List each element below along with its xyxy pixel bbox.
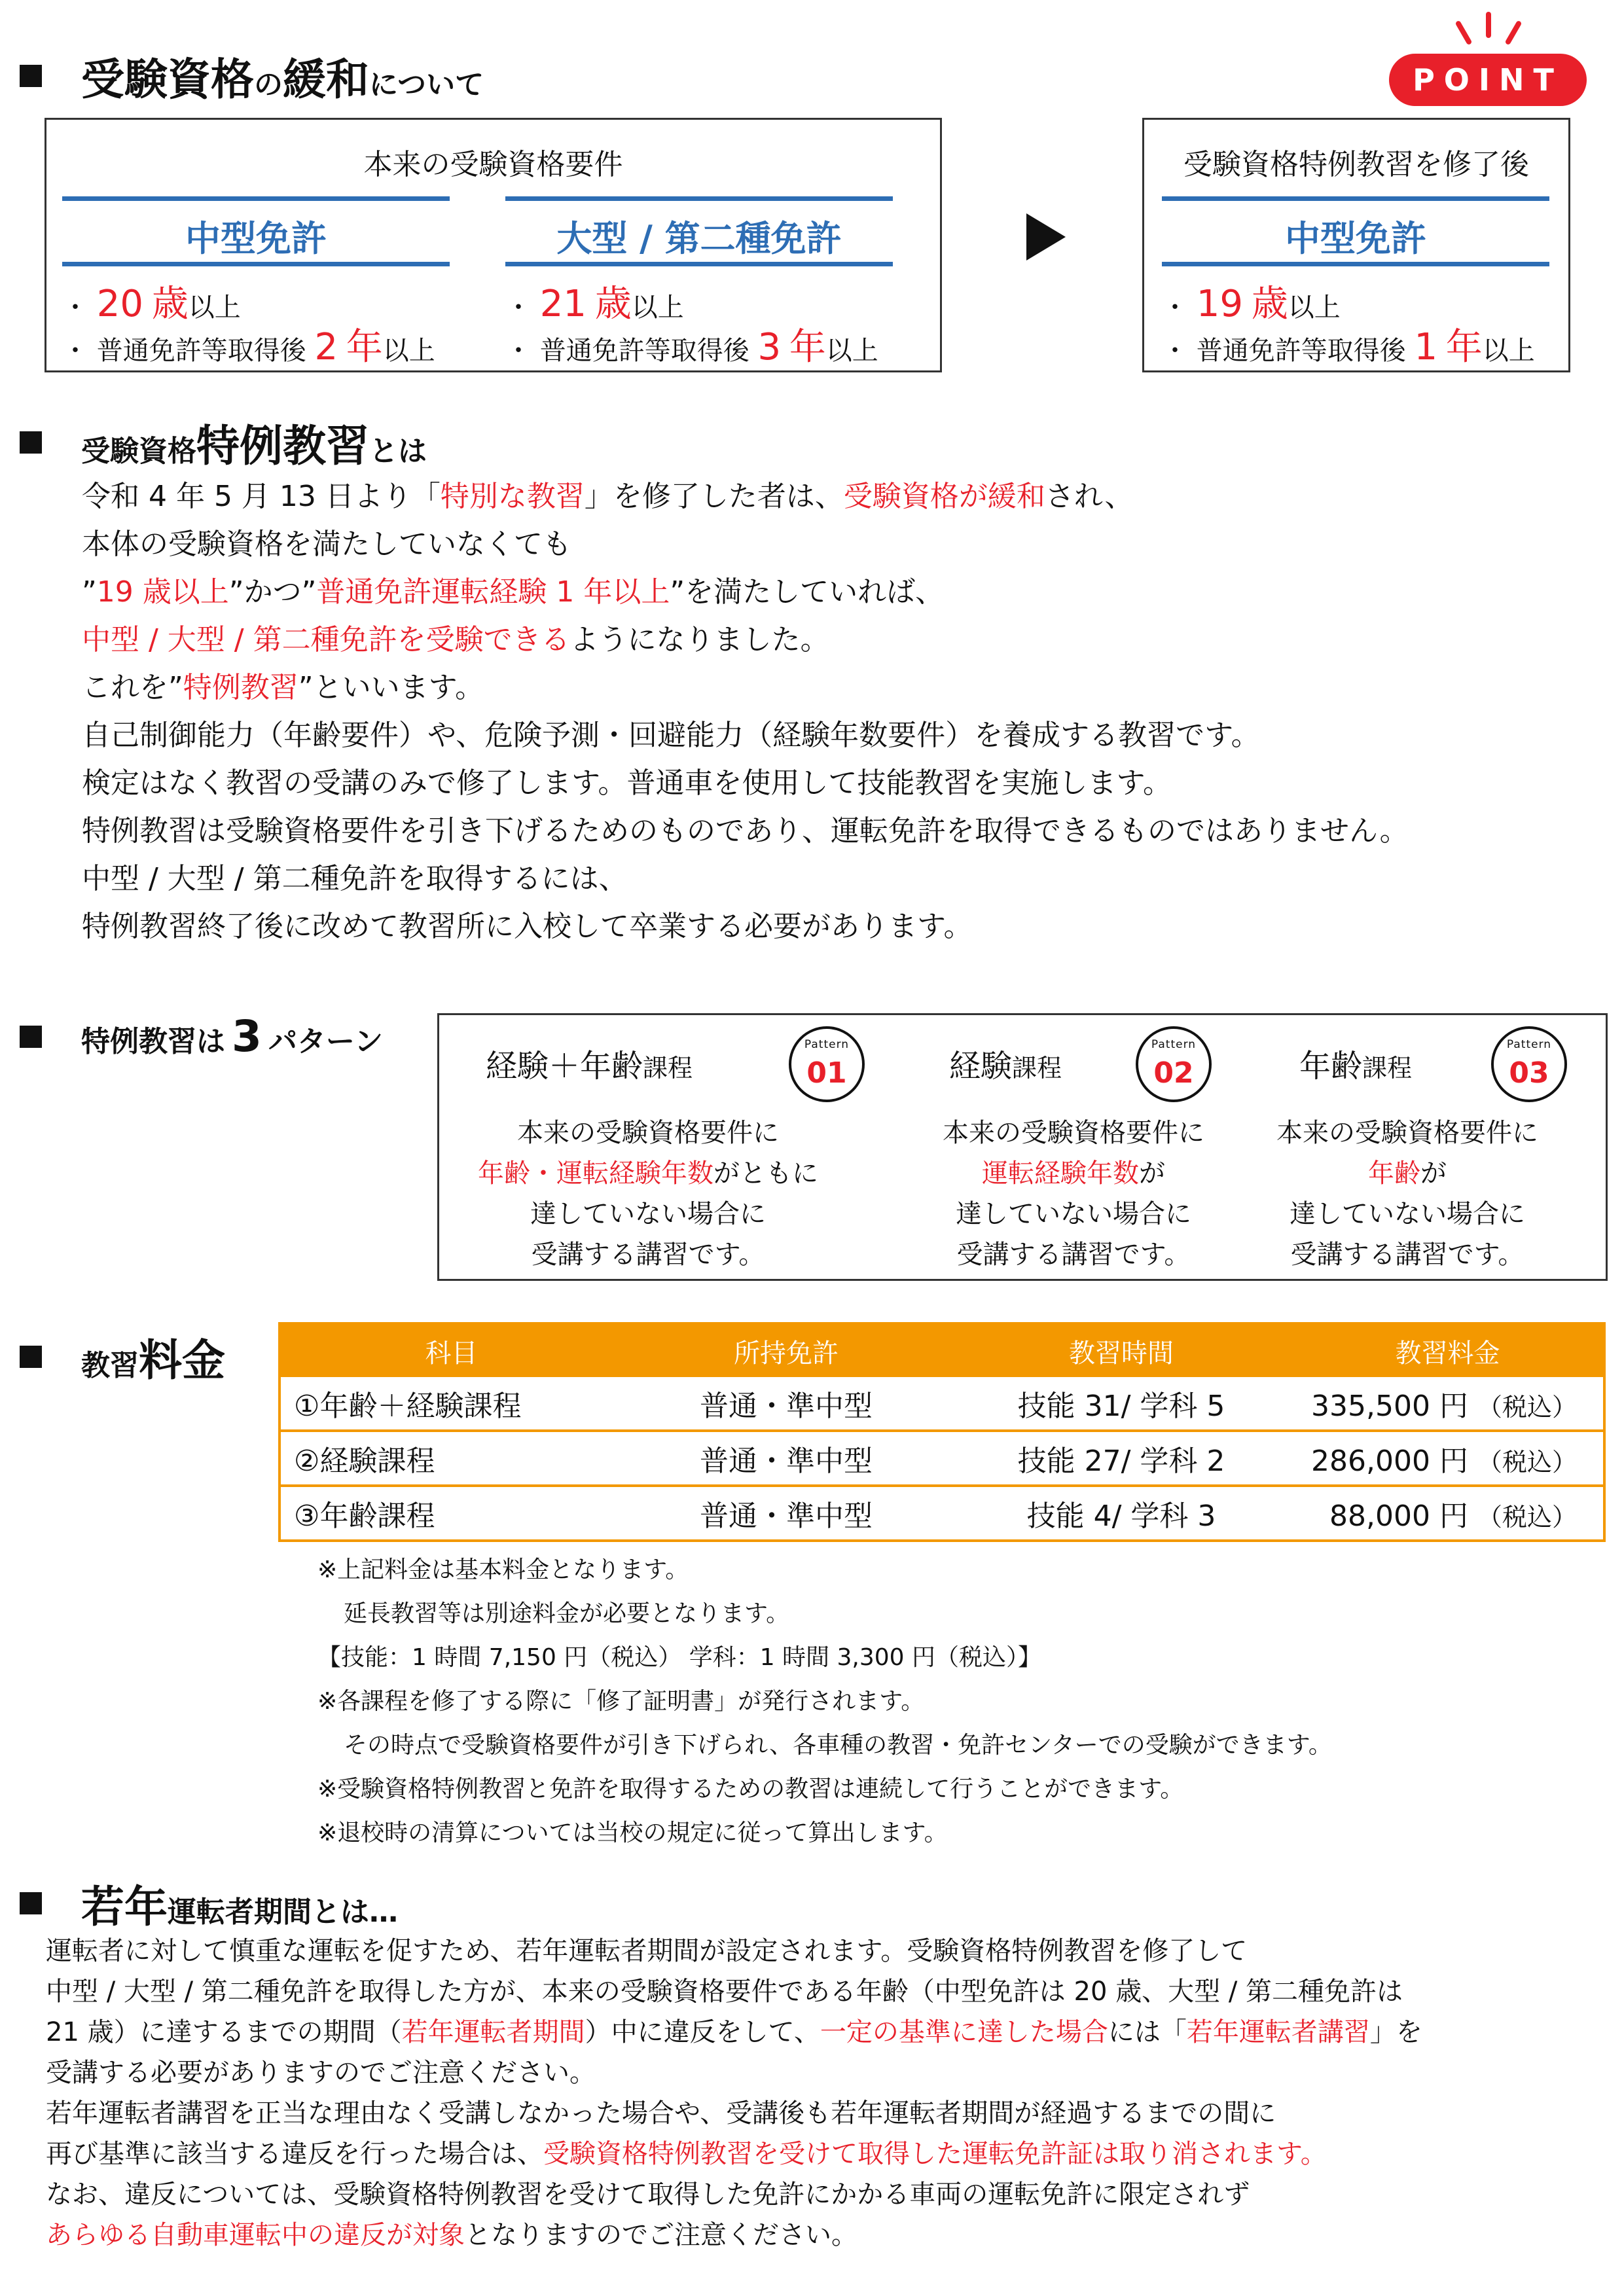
paragraph-line: 運転者に対して慎重な運転を促すため、若年運転者期間が設定されます。受験資格特例教習を修了して [46, 1936, 1248, 1966]
table-header-row [280, 1323, 1604, 1377]
intro-paragraph [82, 473, 1409, 950]
paragraph-line: 本体の受験資格を満たしていなくても [82, 528, 571, 561]
paragraph-line: 令和 4 年 5 月 13 日より「特別な教習」を修了した者は、受験資格が緩和され、 [82, 480, 1134, 513]
square-bullet-icon [20, 431, 42, 454]
young-driver-paragraph [46, 1931, 1422, 2255]
paragraph-line: これを”特例教習”といいます。 [82, 671, 484, 704]
blue-divider [505, 262, 893, 266]
paragraph-line: 中型 / 大型 / 第二種免許を取得した方が、本来の受験資格要件である年齢（中型免許は 20 歳、大型 / 第二種免許は [46, 1977, 1403, 2007]
point-label: POINT [1389, 54, 1587, 106]
large-exp-req: ・ 普通免許等取得後 3 年以上 [505, 326, 878, 368]
paragraph-line: 検定はなく教習の受講のみで修了します。普通車を使用して技能教習を実施します。 [82, 766, 1172, 800]
after-age-req: ・ 19 歳以上 [1162, 283, 1341, 325]
section-heading-patterns: 特例教習は 3 パターン [20, 1011, 383, 1062]
square-bullet-icon [20, 1892, 42, 1914]
paragraph-line: 受講する必要がありますのでご注意ください。 [46, 2058, 596, 2088]
blue-divider [1162, 262, 1549, 266]
note-line: ※各課程を修了する際に「修了証明書」が発行されます。 [317, 1688, 925, 1715]
pattern-3-title: 年齢課程 [1299, 1048, 1413, 1085]
note-line: ※受験資格特例教習と免許を取得するための教習は連続して行うことができます。 [317, 1776, 1184, 1803]
column-header-license: 所持免許 [622, 1323, 950, 1377]
pattern-03-badge-icon: Pattern 03 [1491, 1026, 1567, 1102]
medium-exp-req: ・ 普通免許等取得後 2 年以上 [62, 326, 435, 368]
blue-divider [62, 196, 450, 201]
paragraph-line: 若年運転者講習を正当な理由なく受講しなかった場合や、受講後も若年運転者期間が経過するまでの間に [46, 2098, 1276, 2128]
column-header-fee: 教習料金 [1292, 1323, 1604, 1377]
square-bullet-icon [20, 1026, 42, 1048]
paragraph-line: 中型 / 大型 / 第二種免許を受験できるようになりました。 [82, 623, 829, 656]
column-header-subject: 科目 [280, 1323, 622, 1377]
medium-age-req: ・ 20 歳以上 [62, 283, 241, 325]
after-requirements-title: 受験資格特例教習を修了後 [1183, 148, 1529, 181]
section-heading-special-training: 受験資格 特例教習 とは [20, 411, 427, 473]
section-heading-relaxation: 受験資格 の 緩和 について [20, 45, 484, 107]
note-line: 【技能：1 時間 7,150 円（税込） 学科：1 時間 3,300 円（税込）】 [317, 1644, 1042, 1671]
pattern-1-description: 本来の受験資格要件に 年齢・運転経験年数がともに 達していない場合に 受講する講習です。 [478, 1118, 818, 1270]
blue-divider [1162, 196, 1549, 201]
pattern-3-description: 本来の受験資格要件に 年齢が 達していない場合に 受講する講習です。 [1276, 1118, 1538, 1270]
point-ray-icon [1455, 20, 1473, 46]
note-line: その時点で受験資格要件が引き下げられ、各車種の教習・免許センターでの受験ができます。 [344, 1732, 1332, 1759]
blue-divider [505, 196, 893, 201]
table-row: ③年齢課程 普通・準中型 技能 4/ 学科 3 88,000 円 （税込） [294, 1499, 1577, 1533]
section-heading-fees: 教習 料金 [20, 1325, 225, 1388]
pattern-01-badge-icon: Pattern 01 [789, 1026, 865, 1102]
paragraph-line: あらゆる自動車運転中の違反が対象となりますのでご注意ください。 [46, 2220, 857, 2250]
medium-license-label: 中型免許 [185, 218, 327, 259]
after-license-label: 中型免許 [1285, 218, 1426, 259]
blue-divider [62, 262, 450, 266]
note-line: ※上記料金は基本料金となります。 [317, 1556, 689, 1583]
paragraph-line: 中型 / 大型 / 第二種免許を取得するには、 [82, 862, 628, 895]
paragraph-line: 21 歳）に達するまでの期間（若年運転者期間）中に違反をして、一定の基準に達した場合には「若年運転者講習」を [46, 2017, 1422, 2047]
table-row: ①年齢＋経験課程 普通・準中型 技能 31/ 学科 5 335,500 円 （税込） [280, 1377, 1604, 1431]
pattern-02-badge-icon: Pattern 02 [1136, 1026, 1212, 1102]
fee-table [278, 1322, 1606, 1542]
paragraph-line: 再び基準に該当する違反を行った場合は、受験資格特例教習を受けて取得した運転免許証は取り消されます。 [46, 2139, 1327, 2169]
table-row: ②経験課程 普通・準中型 技能 27/ 学科 2 286,000 円 （税込） [280, 1431, 1604, 1486]
point-ray-icon [1505, 20, 1523, 46]
column-header-hours: 教習時間 [950, 1323, 1292, 1377]
paragraph-line: 自己制御能力（年齢要件）や、危険予測・回避能力（経験年数要件）を養成する教習です。 [82, 719, 1260, 752]
pattern-2-description: 本来の受験資格要件に 運転経験年数が 達していない場合に 受講する講習です。 [943, 1118, 1204, 1270]
paragraph-line: なお、違反については、受験資格特例教習を受けて取得した免許にかかる車両の運転免許に限定されず [46, 2179, 1250, 2210]
paragraph-line: 特例教習は受験資格要件を引き下げるためのものであり、運転免許を取得できるものではありません。 [82, 814, 1409, 848]
section-heading-young-driver: 若年 運転者期間とは… [20, 1872, 398, 1934]
large-license-label: 大型 / 第二種免許 [556, 218, 842, 259]
square-bullet-icon [20, 1346, 42, 1368]
point-ray-icon [1486, 12, 1491, 38]
paragraph-line: ”19 歳以上”かつ”普通免許運転経験 1 年以上”を満たしていれば、 [82, 575, 945, 609]
paragraph-line: 特例教習終了後に改めて教習所に入校して卒業する必要があります。 [82, 910, 973, 943]
pattern-2-title: 経験課程 [949, 1048, 1062, 1085]
square-bullet-icon [20, 65, 42, 87]
note-line: ※退校時の清算については当校の規定に従って算出します。 [317, 1820, 948, 1846]
arrow-right-icon [1026, 213, 1066, 260]
note-line: 延長教習等は別途料金が必要となります。 [344, 1600, 790, 1627]
after-exp-req: ・ 普通免許等取得後 1 年以上 [1162, 326, 1535, 368]
original-requirements-title: 本来の受験資格要件 [363, 148, 623, 181]
pattern-1-title: 経験＋年齢課程 [486, 1048, 693, 1085]
large-age-req: ・ 21 歳以上 [505, 283, 684, 325]
